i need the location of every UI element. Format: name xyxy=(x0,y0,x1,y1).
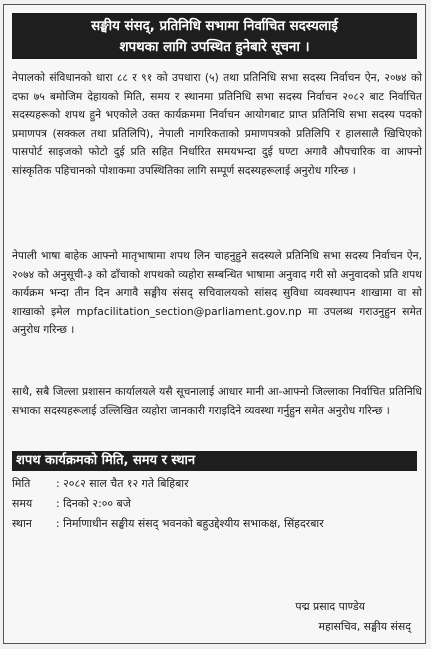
paragraph-1: नेपालको संविधानको धारा ८८ र ९१ को उपधारा (५) तथा प्रतिनिधि सभा सदस्य निर्वाचन ऐन, २०७४ को दफा ७५ बमोजिम देहायको मिति, समय र स्थानमा प्रतिनिधि सभा सदस्य निर्वाचन २०८२ बाट निर्वाचित सदस्यहरूको शपथ हुने भएकोले उक्त कार्यक्रममा निर्वाचन आयोगबाट प्राप्त प्रतिनिधि सभा सदस्य पदको प्रमाणपत्र (सक्कल तथा प्रतिलिपि), नेपाली नागरिकताको प्रमाणपत्रको प्रतिलिपि र हालसालै खिचिएको पासपोर्ट साइजको फोटो दुई प्रति सहित निर्धारित समयभन्दा दुई घण्टा अगावै औपचारिक वा आफ्नो सांस्कृतिक पहिचानको पोशाकमा उपस्थितिका लागि सम्पूर्ण सदस्यहरूलाई अनुरोध गरिन्छ । xyxy=(12,71,422,177)
header-line-1: सङ्घीय संसद्, प्रतिनिधि सभामा निर्वाचित सदस्यलाई xyxy=(91,19,338,34)
notice-header xyxy=(12,13,417,59)
schedule-label: समय xyxy=(12,497,33,510)
schedule-label: मिति xyxy=(12,477,31,490)
paragraph-2-end: मा उपलब्ध गराउनुहुन समेत अनुरोध गरिन्छ । xyxy=(12,304,422,337)
schedule-row-date xyxy=(12,475,189,493)
paragraph-2-text: नेपाली भाषा बाहेक आफ्नो मातृभाषामा शपथ लिन चाहनुहुने सदस्यले प्रतिनिधि सभा सदस्य निर्वाचन ऐन, २०७४ को अनुसूची-३ को ढाँचाको शपथको व्यहोरा सम्बन्धित भाषामा अनुवाद गरी सो अनुवादको प्रति शपथ कार्यक्रम भन्दा तीन दिन अगावै सङ्घीय संसद् सचिवालयको सांसद सुविधा व्यवस्थापन शाखामा वा सो शाखाको इमेल xyxy=(12,249,422,318)
email-address: mpfacilitation_section@parliament.gov.np xyxy=(76,304,302,318)
schedule-label: स्थान xyxy=(12,517,32,530)
schedule-value: : निर्माणाधीन सङ्घीय संसद् भवनको बहुउद्देश्यीय सभाकक्ष, सिंहदरबार xyxy=(56,517,324,530)
paragraph-3: साथै, सबै जिल्ला प्रशासन कार्यालयले यसै सूचनालाई आधार मानी आ-आफ्नो जिल्लाका निर्वाचित प्रतिनिधि सभाका सदस्यहरूलाई उल्लिखित व्यहोरा जानकारी गराइदिने व्यवस्था गर्नुहुन समेत अनुरोध गरिन्छ । xyxy=(12,385,422,417)
schedule-value: : २०८२ साल चैत १२ गते बिहिबार xyxy=(56,477,189,490)
schedule-row-venue xyxy=(12,515,324,533)
schedule-value: : दिनको २:०० बजे xyxy=(56,497,131,510)
notice-frame xyxy=(3,4,426,644)
signatory-name: पद्म प्रसाद पाण्डेय xyxy=(295,600,365,613)
schedule-title: शपथ कार्यक्रमको मिति, समय र स्थान xyxy=(12,451,417,471)
schedule-row-time xyxy=(12,495,131,513)
signatory-title: महासचिव, सङ्घीय संसद् xyxy=(318,620,411,633)
header-line-2: शपथका लागि उपस्थित हुनेबारे सूचना । xyxy=(119,40,310,55)
paragraph-2 xyxy=(12,247,422,340)
